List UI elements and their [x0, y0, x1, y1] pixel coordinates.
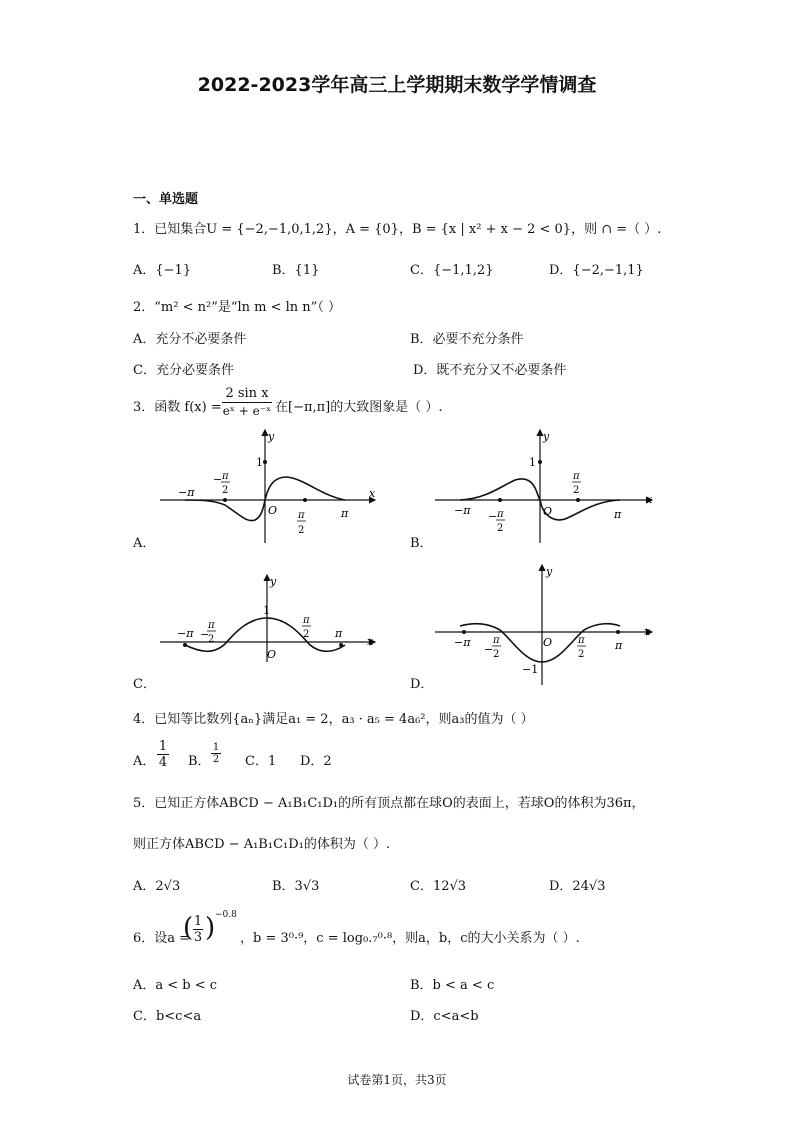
tick-pi: π: [335, 627, 343, 640]
x-label: x: [369, 487, 376, 500]
tick-neg-pi-half-num: π: [208, 620, 215, 631]
q4-option-b: B．: [188, 754, 211, 769]
page-footer: 试卷第1页，共3页: [347, 1073, 447, 1087]
tick-neg-pi-half-den: 2: [493, 649, 500, 660]
paren-open: (: [183, 913, 194, 943]
page-title: 2022-2023学年高三上学期期末数学学情调查: [197, 74, 597, 96]
q5-option-a: A．2√3: [133, 879, 181, 894]
paren-close: ): [205, 913, 216, 943]
q1-option-a: A．{−1}: [133, 263, 192, 278]
origin-label: O: [543, 636, 553, 649]
question-3-stem-suffix: 在[−π,π]的大致图象是（ ）.: [275, 400, 443, 415]
graph-a: [155, 425, 385, 550]
origin-label: O: [268, 504, 278, 517]
tick-pi: π: [614, 508, 622, 521]
point: [498, 498, 502, 502]
tick-pi-half-den: 2: [303, 629, 310, 640]
graph-b: [430, 425, 660, 550]
q1-option-c: C．{−1,1,2}: [410, 263, 494, 278]
q6-option-b: B．b < a < c: [410, 978, 495, 993]
point: [462, 630, 466, 634]
question-4-stem: 4．已知等比数列{aₙ}满足a₁ = 2，a₃ · a₅ = 4a₆²，则a₃的值为（ ）: [133, 712, 534, 727]
fraction-numerator: 1: [158, 739, 168, 754]
q3-option-b: B．: [410, 536, 433, 551]
tick-one: 1: [256, 456, 263, 469]
tick-neg-pi-half-den: 2: [208, 634, 215, 645]
q4-option-b-fraction: [211, 742, 221, 765]
question-2-stem: 2．“m² < n²”是“ln m < ln n”（ ）: [133, 300, 341, 315]
tick-one: 1: [529, 456, 536, 469]
tick-pi: π: [615, 639, 623, 652]
q3-option-c: C．: [133, 677, 156, 692]
question-3-stem-prefix: 3．函数 f(x) =: [133, 400, 222, 415]
q6-exponent: −0.8: [215, 910, 237, 920]
tick-neg-pi: −π: [454, 504, 471, 517]
point: [223, 498, 227, 502]
y-label: y: [270, 575, 277, 588]
tick-pi-half-num: π: [578, 635, 585, 646]
tick-pi-half-num: π: [573, 471, 580, 482]
point: [183, 643, 187, 647]
x-label: x: [644, 625, 651, 638]
y-label: y: [543, 430, 550, 443]
question-6-stem-prefix: 6．设a =: [133, 931, 191, 946]
question-1-stem: 1．已知集合U = {−2,−1,0,1,2}，A = {0}，B = {x | x² + x − 2 < 0}，则 ∩ =（ ）.: [133, 222, 662, 237]
q2-option-c: C．充分必要条件: [133, 363, 234, 378]
fraction-denominator: 3: [193, 930, 203, 945]
tick-pi-half-den: 2: [578, 649, 585, 660]
q6-option-d: D．c<a<b: [410, 1009, 479, 1024]
tick-minus: −: [213, 473, 223, 486]
tick-pi-half-num: π: [303, 615, 310, 626]
tick-minus: −: [484, 643, 494, 656]
origin-label: O: [543, 505, 553, 518]
tick-pi-half-den: 2: [573, 485, 580, 496]
q1-option-b: B．{1}: [272, 263, 320, 278]
point: [538, 460, 542, 464]
q4-option-c: C．1: [245, 754, 277, 769]
q4-option-a-fraction: [157, 739, 169, 770]
x-label: x: [367, 635, 374, 648]
question-3-fraction: [222, 386, 272, 418]
fraction-numerator: 2 sin x: [222, 386, 272, 403]
q5-option-c: C．12√3: [410, 879, 467, 894]
x-label: x: [646, 493, 653, 506]
tick-pi-half-num: π: [298, 510, 305, 521]
tick-one: 1: [263, 604, 270, 617]
q3-option-a: A．: [133, 536, 156, 551]
point: [263, 460, 267, 464]
fraction-denominator: 2: [212, 754, 220, 765]
tick-neg-pi-half-den: 2: [222, 485, 229, 496]
tick-neg-pi-half-den: 2: [497, 523, 504, 534]
q4-option-d: D．2: [300, 754, 332, 769]
q2-option-b: B．必要不充分条件: [410, 332, 524, 347]
fraction-denominator: eˣ + e⁻ˣ: [222, 404, 272, 418]
fraction-numerator: 1: [193, 914, 203, 929]
point: [576, 498, 580, 502]
question-6-stem-suffix: ，b = 3⁰·⁹，c = log₀.₇⁰·⁸，则a，b，c的大小关系为（ ）.: [240, 931, 580, 946]
tick-neg-pi-half-num: π: [493, 635, 500, 646]
q1-option-d: D．{−2,−1,1}: [549, 263, 644, 278]
tick-neg-pi: −π: [178, 486, 195, 499]
tick-minus: −: [200, 628, 210, 641]
tick-pi: π: [341, 507, 349, 520]
q5-option-b: B．3√3: [272, 879, 320, 894]
section-heading: 一、单选题: [133, 192, 199, 207]
point: [339, 643, 343, 647]
fraction-numerator: 1: [212, 742, 220, 753]
tick-neg-pi-half-num: π: [222, 471, 229, 482]
point: [303, 498, 307, 502]
q4-option-a: A．: [133, 754, 156, 769]
graph-d: [430, 560, 660, 690]
graph-c: [155, 570, 385, 665]
q5-option-d: D．24√3: [549, 879, 606, 894]
tick-neg-pi-half-num: π: [497, 509, 504, 520]
q2-option-d: D．既不充分又不必要条件: [413, 363, 567, 378]
q6-option-a: A．a < b < c: [133, 978, 218, 993]
tick-pi-half-den: 2: [298, 525, 305, 536]
y-label: y: [268, 430, 275, 443]
y-label: y: [546, 565, 553, 578]
q6-fraction: [193, 914, 203, 945]
fraction-denominator: 4: [158, 755, 168, 770]
tick-neg-pi: −π: [454, 636, 471, 649]
q3-option-d: D．: [410, 677, 434, 692]
point: [616, 630, 620, 634]
question-5-stem: 5．已知正方体ABCD − A₁B₁C₁D₁的所有顶点都在球O的表面上，若球O的体积为36π，: [133, 796, 645, 811]
tick-neg-pi: −π: [177, 627, 194, 640]
tick-minus: −: [488, 510, 498, 523]
q2-option-a: A．充分不必要条件: [133, 332, 247, 347]
q6-option-c: C．b<c<a: [133, 1009, 202, 1024]
origin-label: O: [267, 648, 277, 661]
question-5-stem-line2: 则正方体ABCD − A₁B₁C₁D₁的体积为（ ）.: [133, 837, 391, 852]
tick-neg-one: −1: [522, 663, 539, 676]
